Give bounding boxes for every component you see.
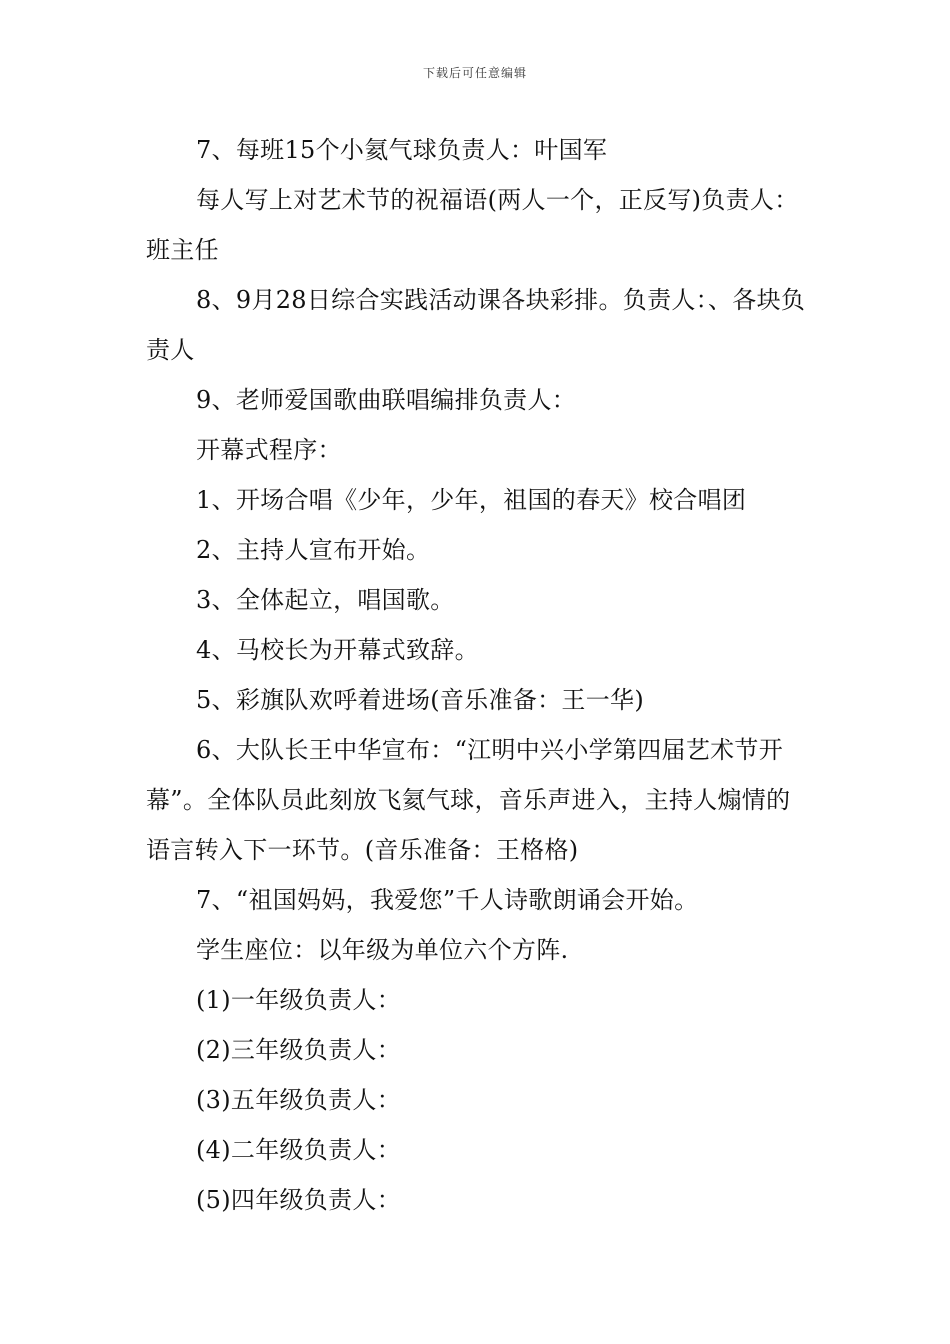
page-header: 下载后可任意编辑 <box>422 66 527 80</box>
seating-item-2: (2)三年级负责人： <box>196 1036 401 1064</box>
program-step-6: 6、大队长王中华宣布：“江明中兴小学第四届艺术节开幕”。全体队员此刻放飞氦气球，音乐声进入，主持人煽情的语言转入下一环节。(音乐准备：王格格) <box>146 736 791 864</box>
program-step-7: 7、“祖国妈妈，我爱您”千人诗歌朗诵会开始。 <box>196 886 699 914</box>
paragraph-item-9-song: 9、老师爱国歌曲联唱编排负责人： <box>196 386 577 414</box>
seating-item-3: (3)五年级负责人： <box>196 1086 401 1114</box>
program-step-1: 1、开场合唱《少年，少年，祖国的春天》校合唱团 <box>196 486 747 514</box>
document-body <box>146 125 814 1225</box>
section-heading-opening-program: 开幕式程序： <box>196 436 342 464</box>
program-step-2: 2、主持人宣布开始。 <box>196 536 431 564</box>
program-step-4: 4、马校长为开幕式致辞。 <box>196 636 479 664</box>
paragraph-item-7-balloons: 7、每班15个小氦气球负责人：叶国军 <box>196 136 608 164</box>
seating-heading: 学生座位：以年级为单位六个方阵. <box>196 936 569 964</box>
program-step-3: 3、全体起立，唱国歌。 <box>196 586 455 614</box>
seating-item-4: (4)二年级负责人： <box>196 1136 401 1164</box>
program-step-5: 5、彩旗队欢呼着进场(音乐准备：王一华) <box>196 686 644 714</box>
seating-item-5: (5)四年级负责人： <box>196 1186 401 1214</box>
paragraph-item-8-rehearsal: 8、9月28日综合实践活动课各块彩排。负责人：、各块负责人 <box>146 286 806 364</box>
paragraph-blessing: 每人写上对艺术节的祝福语(两人一个，正反写)负责人：班主任 <box>146 186 799 264</box>
seating-item-1: (1)一年级负责人： <box>196 986 401 1014</box>
